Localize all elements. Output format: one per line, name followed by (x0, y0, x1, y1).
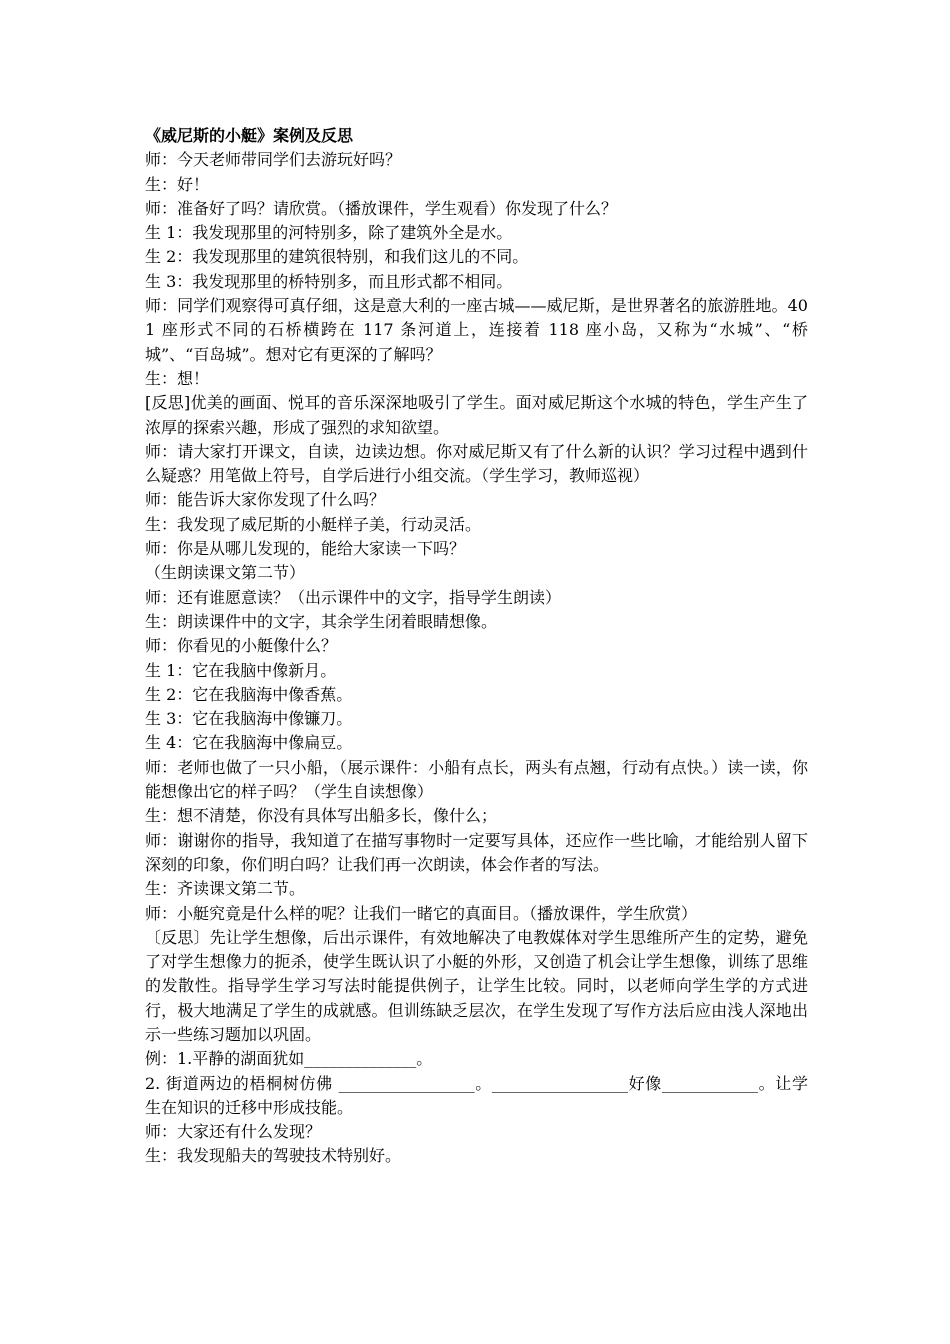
document-page (145, 124, 808, 1169)
paragraph: 生 2：它在我脑海中像香蕉。 (145, 684, 353, 704)
paragraph: 生：想不清楚，你没有具体写出船多长，像什么； (145, 806, 498, 826)
paragraph: 师：能告诉大家你发现了什么吗？ (145, 490, 386, 510)
paragraph: 生 1：它在我脑中像新月。 (145, 660, 337, 680)
paragraph: 生：我发现了威尼斯的小艇样子美，行动灵活。 (145, 514, 482, 534)
document-body (145, 148, 808, 1168)
paragraph: 师：谢谢你的指导，我知道了在描写事物时一定要写具体，还应作一些比喻，才能给别人留下深刻的印象，你们明白吗？让我们再一次朗读，体会作者的写法。 (145, 830, 808, 874)
paragraph: 师：老师也做了一只小船，（展示课件：小船有点长，两头有点翘，行动有点快。）读一读，你能想像出它的样子吗？（学生自读想像） (145, 757, 808, 802)
paragraph: [反思]优美的画面、悦耳的音乐深深地吸引了学生。面对威尼斯这个水城的特色，学生产生了浓厚的探索兴趣，形成了强烈的求知欲望。 (145, 393, 808, 437)
paragraph: 生 4：它在我脑海中像扁豆。 (145, 733, 353, 753)
paragraph: 生：齐读课文第二节。 (145, 879, 306, 899)
document-title: 《威尼斯的小艇》案例及反思 (145, 126, 354, 145)
paragraph: 生：好！ (145, 174, 210, 194)
paragraph: 师：同学们观察得可真仔细，这是意大利的一座古城——威尼斯，是世界著名的旅游胜地。401 座形式不同的石桥横跨在 117 条河道上，连接着 118 座小岛，又称为“水城”、“桥城”、“百岛城”。想对它有更深的了解吗？ (145, 296, 808, 364)
paragraph: 生 3：我发现那里的桥特别多，而且形式都不相同。 (145, 271, 513, 291)
paragraph: 生：想！ (145, 368, 210, 388)
paragraph: 生：朗读课件中的文字，其余学生闭着眼睛想像。 (145, 611, 498, 631)
paragraph: 生 3：它在我脑海中像镰刀。 (145, 709, 353, 729)
paragraph: 师：你看见的小艇像什么？ (145, 636, 338, 656)
paragraph: 2. 街道两边的梧桐树仿佛 _________________。_________________好像____________。让学生在知识的迁移中形成技能。 (145, 1073, 808, 1117)
paragraph: 师：准备好了吗？请欣赏。（播放课件，学生观看）你发现了什么？ (145, 198, 618, 218)
paragraph: 生 2：我发现那里的建筑很特别，和我们这儿的不同。 (145, 247, 529, 267)
paragraph: 师：请大家打开课文，自读，边读边想。你对威尼斯又有了什么新的认识？学习过程中遇到什么疑惑？用笔做上符号，自学后进行小组交流。（学生学习，教师巡视） (145, 441, 808, 486)
paragraph: 师：小艇究竟是什么样的呢？让我们一睹它的真面目。（播放课件，学生欣赏） (145, 903, 698, 923)
paragraph: 生：我发现船夫的驾驶技术特别好。 (145, 1146, 402, 1166)
paragraph: 师：今天老师带同学们去游玩好吗？ (145, 150, 402, 170)
paragraph: 师：你是从哪儿发现的，能给大家读一下吗？ (145, 539, 466, 559)
paragraph: （生朗读课文第二节） (145, 563, 306, 583)
paragraph: 生 1：我发现那里的河特别多，除了建筑外全是水。 (145, 223, 513, 243)
paragraph: 师：大家还有什么发现？ (145, 1122, 322, 1142)
paragraph: 〔反思〕先让学生想像，后出示课件，有效地解决了电教媒体对学生思维所产生的定势，避免了对学生想像力的扼杀，使学生既认识了小艇的外形，又创造了机会让学生想像，训练了思维的发散性。指导学生学习写法时能提供例子，让学生比较。同时，以老师向学生学的方式进行，极大地满足了学生的成就感。但训练缺乏层次，在学生发现了写作方法后应由浅人深地出示一些练习题加以巩固。 (145, 927, 808, 1044)
paragraph: 例：1.平静的湖面犹如______________。 (145, 1049, 433, 1069)
paragraph: 师：还有谁愿意读？（出示课件中的文字，指导学生朗读） (145, 587, 562, 607)
